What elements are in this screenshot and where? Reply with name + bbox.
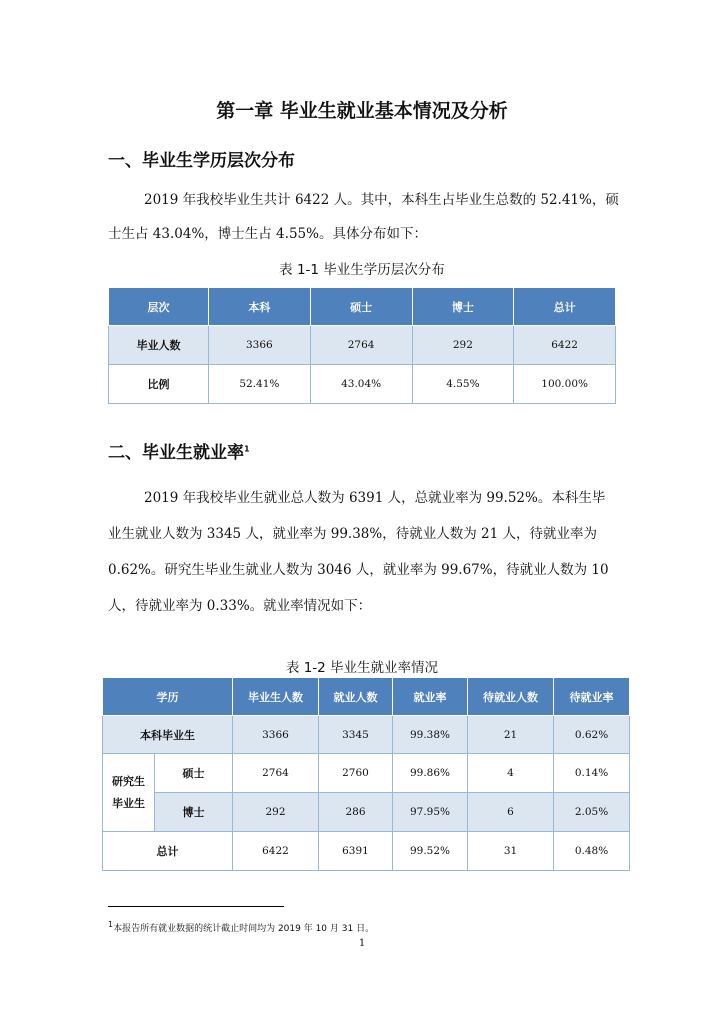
chapter-title: 第一章 毕业生就业基本情况及分析 [216,100,508,122]
table-cell: 43.04% [310,365,412,404]
header-cell: 就业率 [393,678,468,716]
footnote-reference: 1 [244,444,250,454]
table-cell: 6 [468,793,554,832]
footnote-text: 本报告所有就业数据的统计截止时间均为 2019 年 10 月 31 日。 [113,924,375,934]
table-cell: 31 [468,832,554,871]
table-cell: 99.38% [393,716,468,754]
education-level-table [108,287,616,404]
table-header-row [103,678,630,716]
row-label: 博士 [155,793,233,832]
footnote-divider [108,906,284,907]
header-cell: 总计 [514,288,616,326]
paragraph-line: 人，待就业率为 0.33%。就业率情况如下： [108,598,372,614]
table-caption-1-2: 表 1-2 毕业生就业率情况 [285,660,439,676]
grad-group-label [103,754,155,832]
paragraph-line: 业生就业人数为 3345 人，就业率为 99.38%，待就业人数为 21 人，待就业率为 [108,526,597,542]
header-cell: 待就业人数 [468,678,554,716]
table-cell: 21 [468,716,554,754]
table-cell: 6422 [514,326,616,365]
table-cell: 2760 [319,754,393,793]
table-caption-1-1: 表 1-1 毕业生学历层次分布 [279,262,445,278]
table-cell: 3366 [209,326,311,365]
table-cell: 52.41% [209,365,311,404]
paragraph-line: 0.62%。研究生毕业生就业人数为 3046 人，就业率为 99.67%，待就业人数为 10 [108,562,609,578]
table-cell: 2764 [310,326,412,365]
table-cell: 3366 [233,716,319,754]
table-cell: 6391 [319,832,393,871]
row-label: 总计 [103,832,233,871]
row-label: 硕士 [155,754,233,793]
table-row-doctor [103,793,630,832]
table-cell: 0.48% [554,832,630,871]
header-cell: 本科 [209,288,311,326]
table-cell: 99.52% [393,832,468,871]
section2-paragraph [108,478,620,618]
footnote [108,920,374,934]
table-cell: 100.00% [514,365,616,404]
section-heading-education-level: 一、毕业生学历层次分布 [108,151,295,171]
table-cell: 3345 [319,716,393,754]
table-row-total [103,832,630,871]
header-cell: 学历 [103,678,233,716]
paragraph-line: 2019 年我校毕业生共计 6422 人。其中，本科生占毕业生总数的 52.41%，硕 [144,192,619,208]
section1-paragraph [108,180,620,250]
table-cell: 292 [233,793,319,832]
section-heading-employment-rate [108,438,250,463]
table-row-master [103,754,630,793]
table-cell: 6422 [233,832,319,871]
table-cell: 0.62% [554,716,630,754]
footnote-marker: 1 [108,920,114,929]
table-cell: 0.14% [554,754,630,793]
section-heading-text: 二、毕业生就业率 [108,443,244,463]
header-cell: 待就业率 [554,678,630,716]
table-cell: 292 [412,326,514,365]
paragraph-line: 士生占 43.04%，博士生占 4.55%。具体分布如下： [108,226,427,242]
table-cell: 4 [468,754,554,793]
paragraph-line: 2019 年我校毕业生就业总人数为 6391 人，总就业率为 99.52%。本科生毕 [144,490,606,506]
table-row-undergrad [103,716,630,754]
employment-rate-table [102,677,630,871]
table-row [109,326,616,365]
header-cell: 就业人数 [319,678,393,716]
table-cell: 2.05% [554,793,630,832]
table-cell: 286 [319,793,393,832]
table-header-row [109,288,616,326]
grad-group-label-line: 研究生 [112,774,145,788]
row-label: 比例 [109,365,209,404]
table-cell: 97.95% [393,793,468,832]
table-row [109,365,616,404]
header-cell: 硕士 [310,288,412,326]
header-cell: 博士 [412,288,514,326]
table-cell: 2764 [233,754,319,793]
row-label: 毕业人数 [109,326,209,365]
table-cell: 4.55% [412,365,514,404]
table-cell: 99.86% [393,754,468,793]
header-cell: 层次 [109,288,209,326]
page-number: 1 [358,938,366,949]
header-cell: 毕业生人数 [233,678,319,716]
row-label: 本科毕业生 [103,716,233,754]
grad-group-label-line: 毕业生 [112,796,145,810]
